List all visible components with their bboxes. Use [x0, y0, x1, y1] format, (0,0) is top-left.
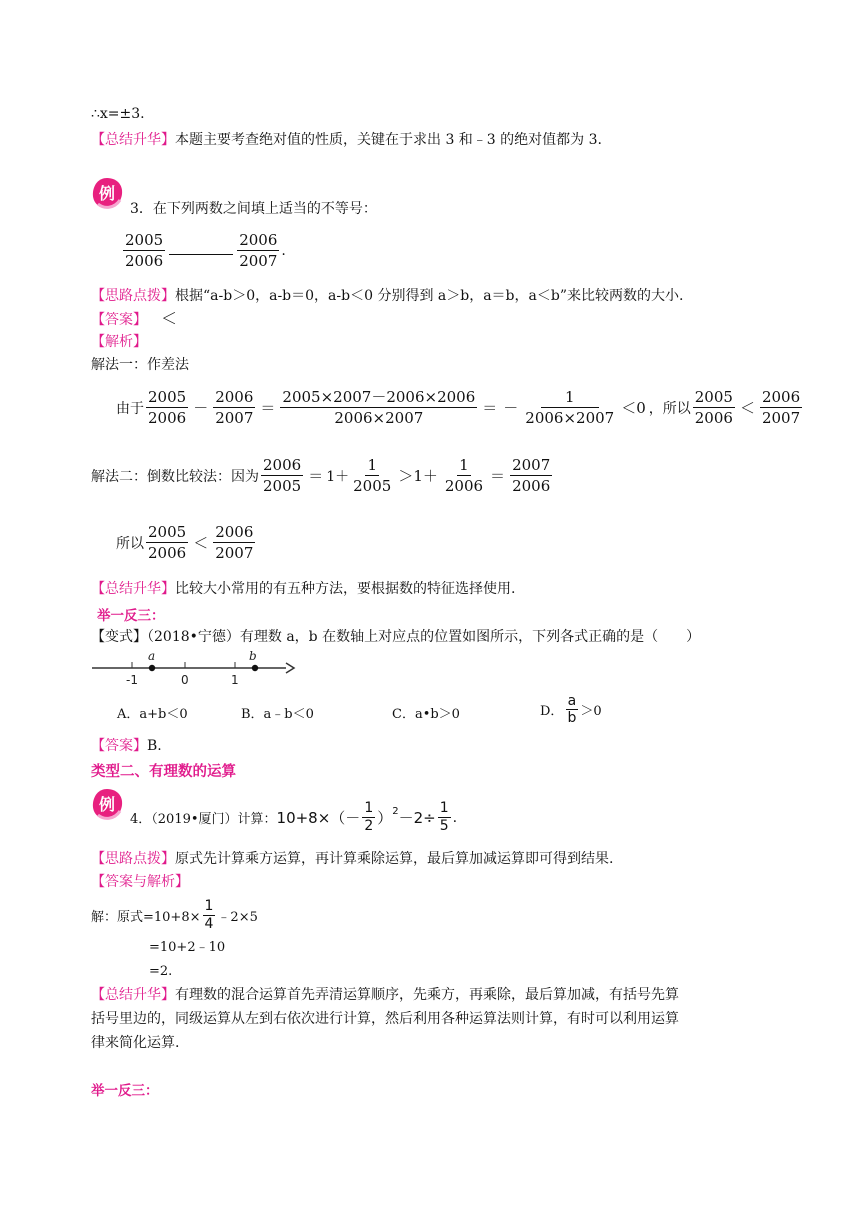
frac-fifth: $\frac{1}{5}$ [439, 800, 449, 834]
frac-2006-2007: $\frac{2006}{2007}$ [215, 388, 254, 427]
hint-text: 原式先计算乘方运算，再计算乘除运算，最后算加减运算即可得到结果. [175, 851, 614, 867]
answer-tag: 【答案】 [91, 312, 147, 328]
number-line [90, 648, 300, 690]
sol-prefix: 解：原式=10+8× [91, 910, 201, 925]
option-d-tail: ＞0 [580, 704, 602, 719]
hint-tag: 【思路点拨】 [91, 851, 175, 867]
frac-difference: $\frac{2005\times 2007-2006\times 2006}{2006\times 2007}$ [282, 388, 476, 427]
op-neg: － [503, 399, 519, 417]
tick-0: 0 [181, 673, 189, 687]
frac-2007-2006: $\frac{2007}{2006}$ [512, 456, 551, 495]
method1-equation [116, 387, 804, 428]
label-a: a [148, 649, 156, 663]
op-eq: ＝ [260, 399, 276, 417]
answer-value: B. [147, 738, 162, 754]
frac-2006-2007-c: $\frac{2006}{2007}$ [215, 523, 254, 562]
ex4-solution-line1 [91, 898, 258, 933]
method2-conclusion [116, 522, 257, 563]
point-a [149, 665, 155, 671]
ex4-expr3: －2÷ [398, 809, 436, 827]
frac-2006-2007-b: $\frac{2006}{2007}$ [761, 388, 801, 427]
answer-analysis-tag: 【答案与解析】 [91, 874, 189, 890]
op-eq: ＝ [308, 467, 324, 485]
ex4-hint [91, 849, 613, 869]
ex4-prefix: 4．（2019•厦门）计算： [130, 812, 277, 827]
op-minus: － [193, 399, 209, 417]
ex3-summary [91, 579, 515, 599]
label-b: b [249, 649, 257, 663]
option-a: A．a+b＜0 [117, 707, 188, 722]
op-eq-2: ＝ [490, 467, 506, 485]
summary-line1: 有理数的混合运算首先弄清运算顺序，先乘方，再乘除，最后算加减，有括号先算 [175, 987, 679, 1003]
frac-quarter: $\frac{1}{4}$ [204, 898, 214, 932]
one-plus: 1＋ [326, 468, 350, 485]
example-badge-icon [90, 176, 124, 210]
ex3-analysis-tag [91, 332, 147, 352]
ex3-answer [91, 309, 177, 330]
hint-tag: 【思路点拨】 [91, 288, 175, 304]
answer-value: ＜ [161, 309, 178, 328]
variant-text: （2018•宁德）有理数 a，b 在数轴上对应点的位置如图所示，下列各式正确的是（ ） [147, 629, 701, 645]
summary-tag: 【总结升华】 [91, 987, 175, 1003]
option-d [540, 693, 602, 726]
op-lt: ＜ [193, 534, 209, 552]
hint-text: 根据“a-b＞0，a-b＝0，a-b＜0 分别得到 a＞b，a＝b，a＜b”来比较两数的大小. [175, 288, 684, 304]
answer-tag: 【答案】 [91, 738, 147, 754]
practice-heading-2: 举一反三： [91, 1083, 159, 1099]
frac-1-2005: $\frac{1}{2005}$ [353, 456, 392, 495]
method1-prefix: 由于 [116, 400, 144, 417]
type2-heading: 类型二、有理数的运算 [91, 764, 236, 780]
ex3-question: 3．在下列两数之间填上适当的不等号： [130, 201, 377, 217]
summary-tag: 【总结升华】 [91, 581, 175, 597]
frac-2005-2006-c: $\frac{2005}{2006}$ [148, 523, 187, 562]
tick-neg1: -1 [126, 673, 138, 687]
conclusion-line: ∴x=±3. [91, 106, 145, 122]
fraction-2006-2007: $\frac{2006}{2007}$ [239, 231, 278, 270]
badge-char-2: 例 [98, 795, 116, 814]
point-b [252, 665, 258, 671]
answer-blank [169, 254, 233, 255]
so-text: ，所以 [648, 400, 691, 417]
ex3-blank-row [121, 230, 286, 271]
summary-line-top [91, 130, 602, 150]
summary-text: 本题主要考查绝对值的性质，关键在于求出 3 和﹣3 的绝对值都为 3. [175, 132, 602, 148]
frac-2005-2006: $\frac{2005}{2006}$ [148, 388, 187, 427]
summary-text: 比较大小常用的有五种方法，要根据数的特征选择使用. [175, 581, 516, 597]
sol-tail: ﹣2×5 [217, 910, 258, 925]
frac-2005-2006-b: $\frac{2005}{2006}$ [694, 388, 733, 427]
method2-prefix: 解法二：倒数比较法：因为 [91, 468, 259, 485]
fraction-2005-2006: $\frac{2005}{2006}$ [125, 231, 164, 270]
ex4-question [130, 800, 457, 835]
method1-title: 解法一：作差法 [91, 357, 189, 373]
frac-2006-2005: $\frac{2006}{2005}$ [263, 456, 302, 495]
op-eq-2: ＝ [482, 399, 498, 417]
ex4-ans-tag [91, 872, 189, 892]
example-badge-icon-2 [90, 787, 124, 821]
gt-one-plus: ＞1＋ [398, 467, 438, 485]
ex4-exponent: 2 [392, 806, 399, 817]
so2-text: 所以 [116, 535, 144, 552]
frac-half: $\frac{1}{2}$ [364, 800, 374, 834]
summary-tag: 【总结升华】 [91, 132, 175, 148]
option-b: B．a﹣b＜0 [241, 707, 314, 722]
tick-1: 1 [231, 673, 239, 687]
ex4-summary-3: 律来简化运算. [91, 1035, 180, 1051]
ex4-expr2: ） [377, 809, 393, 827]
ex4-summary-1 [91, 985, 679, 1005]
frac-1-2006: $\frac{1}{2006}$ [444, 456, 484, 495]
frac-one-over-product: $\frac{1}{2006\times 2007}$ [525, 388, 615, 427]
ex4-expr1: 10+8×（－ [276, 809, 361, 827]
ex3-hint [91, 286, 683, 306]
method2-equation [91, 455, 554, 496]
variant-tag: 【变式】 [91, 629, 147, 645]
ex4-summary-2: 括号里边的，同级运算从左到右依次进行计算，然后利用各种运算法则计算，有时可以利用运算 [91, 1011, 679, 1027]
ex4-solution-line3: =2. [149, 964, 173, 979]
arrow-icon [286, 663, 294, 673]
lt-zero: ＜0 [621, 399, 646, 417]
variant-line [91, 627, 700, 647]
practice1-answer [91, 736, 162, 756]
badge-char: 例 [98, 184, 116, 203]
option-c: C．a•b＞0 [392, 707, 460, 722]
op-lt: ＜ [739, 399, 755, 417]
frac-a-over-b: $\frac{a}{b}$ [567, 693, 577, 726]
option-d-label: D． [540, 704, 564, 719]
period: . [281, 242, 286, 259]
practice-heading-1: 举一反三： [97, 608, 165, 624]
ex4-solution-line2: =10+2﹣10 [149, 940, 226, 955]
analysis-tag: 【解析】 [91, 334, 147, 350]
ex4-tail: . [452, 809, 458, 826]
